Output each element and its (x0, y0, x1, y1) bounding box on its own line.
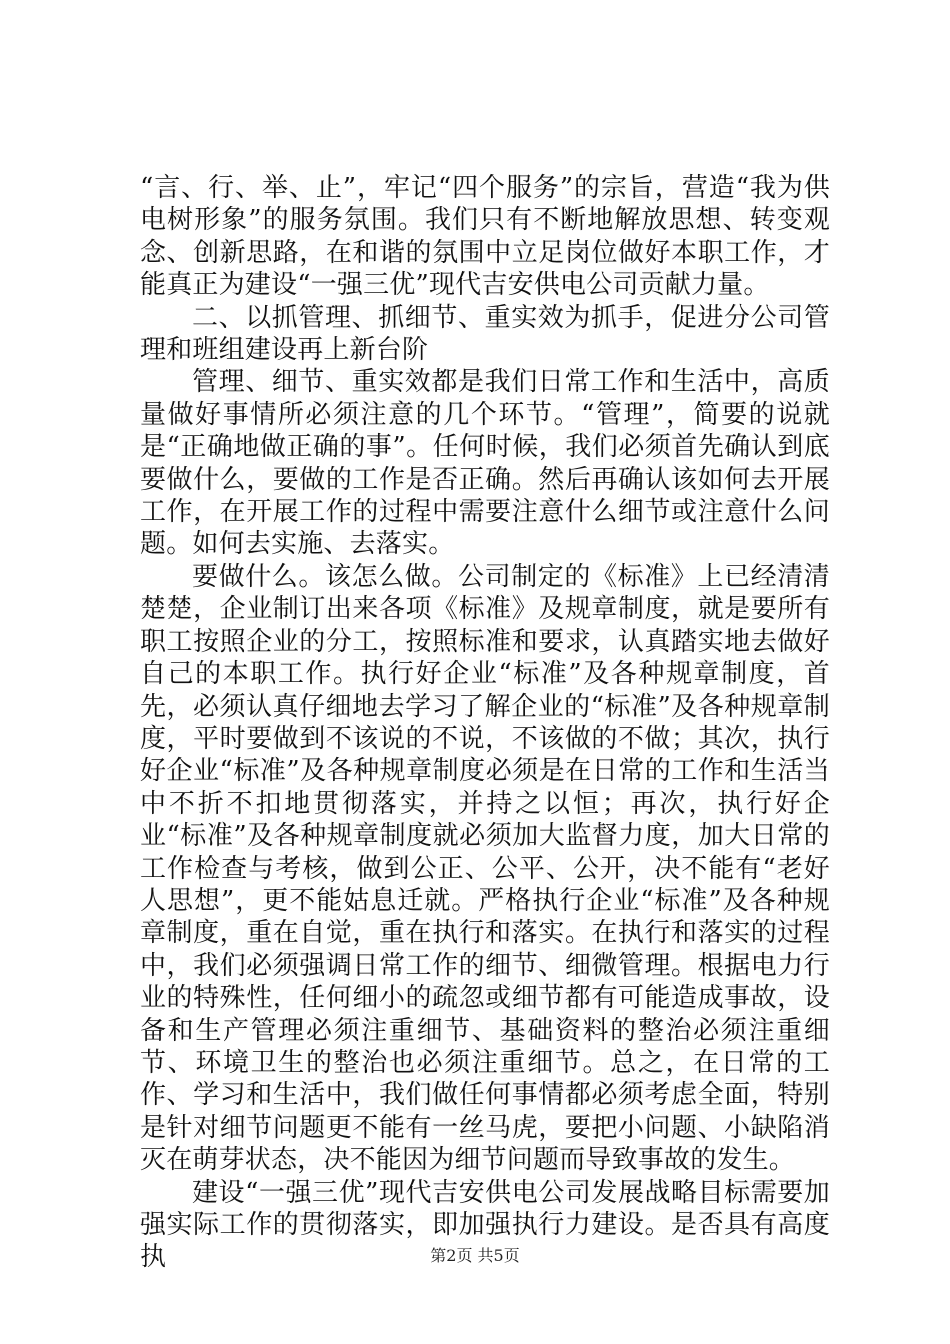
paragraph-standards: 要做什么。该怎么做。公司制定的《标准》上已经清清楚楚，企业制订出来各项《标准》及规章制度，就是要所有职工按照企业的分工，按照标准和要求，认真踏实地去做好自己的本职工作。执行好企业“标准”及各种规章制度，首先，必须认真仔细地去学习了解企业的“标准”及各种规章制度，平时要做到不该说的不说，不该做的不做；其次，执行好企业“标准”及各种规章制度必须是在日常的工作和生活当中不折不扣地贯彻落实，并持之以恒；再次，执行好企业“标准”及各种规章制度就必须加大监督力度，加大日常的工作检查与考核，做到公正、公平、公开，决不能有“老好人思想”，更不能姑息迁就。严格执行企业“标准”及各种规章制度，重在自觉，重在执行和落实。在执行和落实的过程中，我们必须强调日常工作的细节、细微管理。根据电力行业的特殊性，任何细小的疏忽或细节都有可能造成事故，设备和生产管理必须注重细节、基础资料的整治必须注重细节、环境卫生的整治也必须注重细节。总之，在日常的工作、学习和生活中，我们做任何事情都必须考虑全面，特别是针对细节问题更不能有一丝马虎，要把小问题、小缺陷消灭在萌芽状态，决不能因为细节问题而导致事故的发生。 (140, 561, 830, 1176)
document-body (140, 172, 830, 1274)
paragraph-execution: 建设“一强三优”现代吉安供电公司发展战略目标需要加强实际工作的贯彻落实，即加强执行力建设。是否具有高度执 (140, 1177, 830, 1273)
paragraph-continuation: “言、行、举、止”，牢记“四个服务”的宗旨，营造“我为供电树形象”的服务氛围。我们只有不断地解放思想、转变观念、创新思路，在和谐的氛围中立足岗位做好本职工作，才能真正为建设“一强三优”现代吉安供电公司贡献力量。 (140, 173, 830, 301)
section-heading: 二、以抓管理、抓细节、重实效为抓手，促进分公司管理和班组建设再上新台阶 (140, 302, 830, 366)
paragraph-management: 管理、细节、重实效都是我们日常工作和生活中，高质量做好事情所必须注意的几个环节。“管理”，简要的说就是“正确地做正确的事”。任何时候，我们必须首先确认到底要做什么，要做的工作是否正确。然后再确认该如何去开展工作，在开展工作的过程中需要注意什么细节或注意什么问题。如何去实施、去落实。 (140, 367, 830, 560)
page-footer: 第2页 共5页 (430, 1246, 520, 1265)
